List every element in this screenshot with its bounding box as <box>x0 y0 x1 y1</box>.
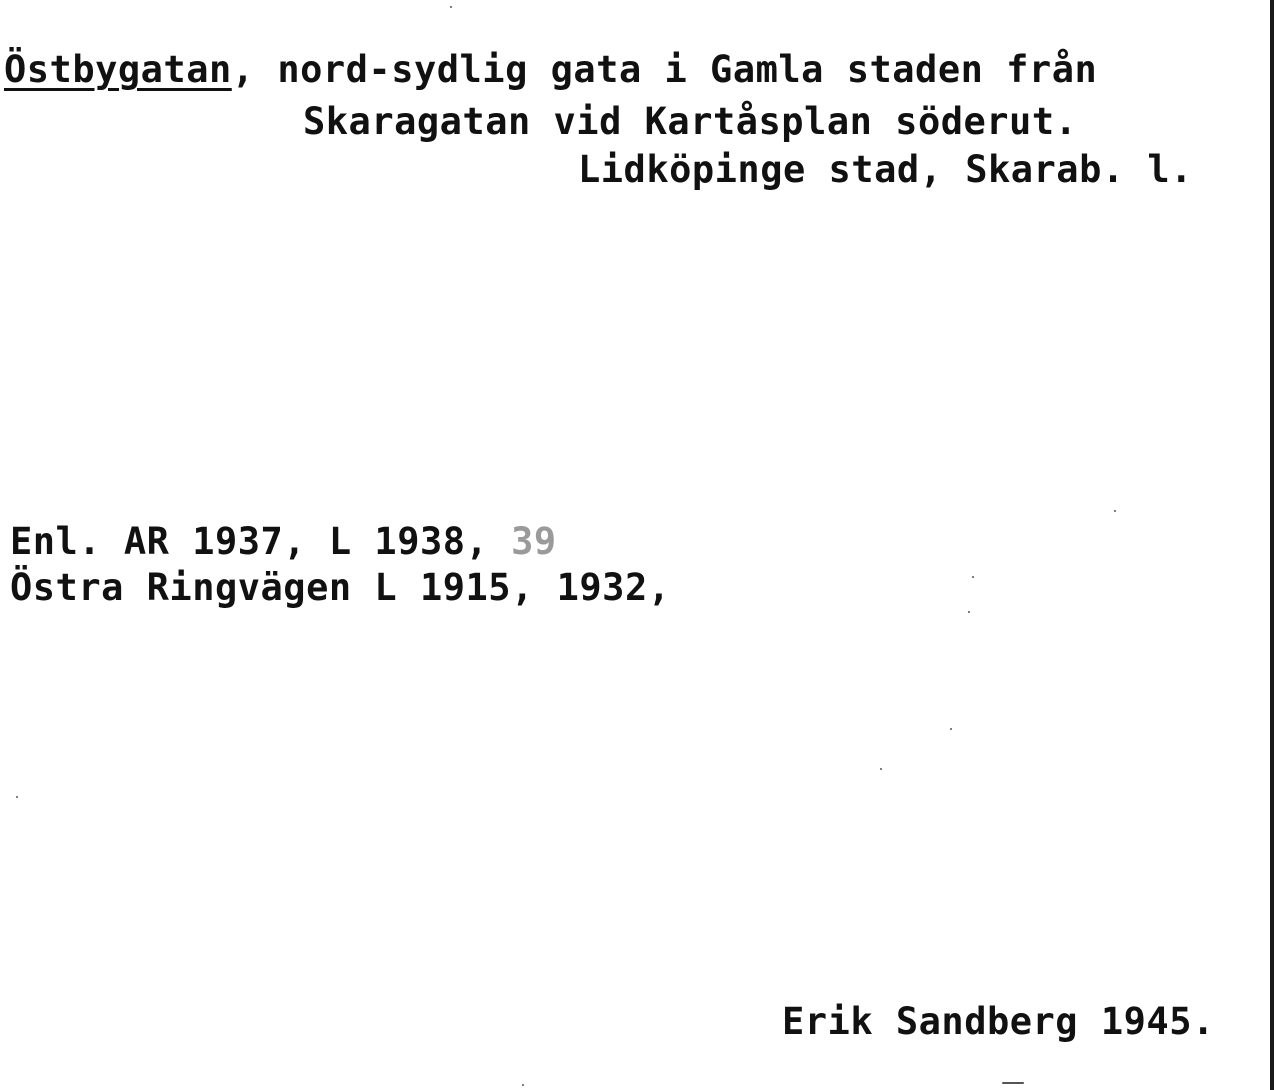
sources-line-2: Östra Ringvägen L 1915, 1932, <box>10 566 671 609</box>
location-line: Lidköpinge stad, Skarab. l. <box>578 148 1193 191</box>
signature: Erik Sandberg 1945. <box>782 1000 1215 1043</box>
headword: Östbygatan <box>4 48 232 91</box>
scan-speck <box>968 611 970 613</box>
sources-line-1 <box>10 520 557 564</box>
scan-speck <box>880 768 882 770</box>
scan-speck <box>16 796 18 798</box>
scan-speck <box>950 728 952 730</box>
scan-speck <box>1002 1082 1024 1084</box>
sources-line-1-text: Enl. AR 1937, L 1938, <box>10 520 489 563</box>
card-right-edge <box>1270 0 1274 1090</box>
definition-line-2: Skaragatan vid Kartåsplan söderut. <box>303 100 1078 143</box>
scan-speck <box>972 576 974 578</box>
definition-line-1-text: , nord-sydlig gata i Gamla staden från <box>231 48 1098 91</box>
scan-speck <box>522 1084 524 1086</box>
sources-line-1-faint: 39 <box>488 520 557 563</box>
scan-speck <box>1114 510 1116 512</box>
definition-line-1 <box>4 48 1097 92</box>
scan-speck <box>450 6 452 8</box>
